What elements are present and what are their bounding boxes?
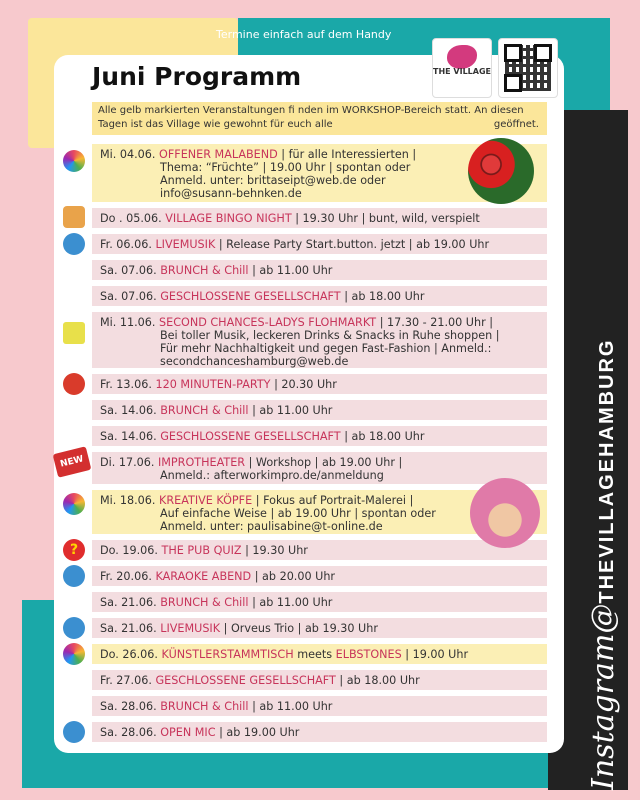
event-row: Sa. 28.06. BRUNCH & Chill | ab 11.00 Uhr xyxy=(92,696,547,716)
qr-corner xyxy=(504,74,522,92)
portrait-illustration xyxy=(470,478,540,548)
event-row: Sa. 28.06. OPEN MIC | ab 19.00 Uhr xyxy=(92,722,547,742)
event-row: Sa. 07.06. GESCHLOSSENE GESELLSCHAFT | ab 18.00 Uhr xyxy=(92,286,547,306)
instagram-handle[interactable] xyxy=(586,339,621,791)
event-row: Sa. 21.06. LIVEMUSIK | Orveus Trio | ab 19.30 Uhr xyxy=(92,618,547,638)
event-row: Do . 05.06. VILLAGE BINGO NIGHT | 19.30 Uhr | bunt, wild, verspielt xyxy=(92,208,547,228)
instagram-account: THEVILLAGEHAMBURG xyxy=(596,338,618,604)
notice-text: Alle gelb markierten Veranstaltungen fi nden im WORKSHOP-Bereich statt. An diesen Tagen ist das Village wie gewohnt für euch alle xyxy=(98,105,524,130)
event-row: Fr. 27.06. GESCHLOSSENE GESELLSCHAFT | ab 18.00 Uhr xyxy=(92,670,547,690)
palette-icon xyxy=(63,643,85,665)
event-row: Sa. 21.06. BRUNCH & Chill | ab 11.00 Uhr xyxy=(92,592,547,612)
microphone-icon xyxy=(63,617,85,639)
palette-icon xyxy=(63,150,85,172)
event-row: Sa. 14.06. GESCHLOSSENE GESELLSCHAFT | ab 18.00 Uhr xyxy=(92,426,547,446)
microphone-icon xyxy=(63,565,85,587)
qr-code[interactable] xyxy=(498,38,558,98)
workshop-notice xyxy=(92,102,547,135)
qr-corner xyxy=(504,44,522,62)
event-row: Mi. 11.06. SECOND CHANCES-LADYS FLOHMARKT | 17.30 - 21.00 Uhr | Bei toller Musik, leckeren Drinks & Snacks in Ruhe shoppen | Für mehr Nachhaltigkeit und gegen Fast-Fashion | Anmeld.: secondchanceshamburg@web.de xyxy=(92,312,547,368)
event-row: Sa. 14.06. BRUNCH & Chill | ab 11.00 Uhr xyxy=(92,400,547,420)
page-title: Juni Programm xyxy=(92,62,302,91)
quiz-icon: ? xyxy=(63,539,85,561)
new-badge: NEW xyxy=(53,446,92,478)
apples-illustration xyxy=(468,138,534,204)
village-logo xyxy=(432,38,492,98)
event-row: Mi. 18.06. KREATIVE KÖPFE | Fokus auf Portrait-Malerei | Auf einfache Weise | ab 19.00 Uhr | spontan oder Anmeld. unter: paulisabine@t-online.de xyxy=(92,490,547,534)
event-row: Fr. 20.06. KARAOKE ABEND | ab 20.00 Uhr xyxy=(92,566,547,586)
notice-open: geöffnet. xyxy=(493,119,539,130)
instagram-label: Instagram@ xyxy=(586,603,621,790)
event-row: Mi. 04.06. OFFENER MALABEND | für alle Interessierten | Thema: “Früchte” | 19.00 Uhr | spontan oder Anmeld. unter: brittaseipt@web.de oder info@susann-behnken.de xyxy=(92,144,547,202)
event-row: Di. 17.06. IMPROTHEATER | Workshop | ab 19.00 Uhr | Anmeld.: afterworkimpro.de/anmeldung xyxy=(92,452,547,484)
tagline: Termine einfach auf dem Handy xyxy=(216,28,392,41)
logo-blob-icon xyxy=(447,45,477,69)
dancers-icon xyxy=(63,373,85,395)
hanger-icon xyxy=(63,322,85,344)
microphone-icon xyxy=(63,233,85,255)
event-row: Fr. 13.06. 120 MINUTEN-PARTY | 20.30 Uhr xyxy=(92,374,547,394)
event-row: Sa. 07.06. BRUNCH & Chill | ab 11.00 Uhr xyxy=(92,260,547,280)
microphone-icon xyxy=(63,721,85,743)
event-row: Do. 26.06. KÜNSTLERSTAMMTISCH meets ELBSTONES | 19.00 Uhr xyxy=(92,644,547,664)
event-row: Do. 19.06. THE PUB QUIZ | 19.30 Uhr xyxy=(92,540,547,560)
event-row: Fr. 06.06. LIVEMUSIK | Release Party Start.button. jetzt | ab 19.00 Uhr xyxy=(92,234,547,254)
palette-icon xyxy=(63,493,85,515)
qr-corner xyxy=(534,44,552,62)
logo-text: THE VILLAGE xyxy=(433,67,491,76)
bingo-icon xyxy=(63,206,85,228)
